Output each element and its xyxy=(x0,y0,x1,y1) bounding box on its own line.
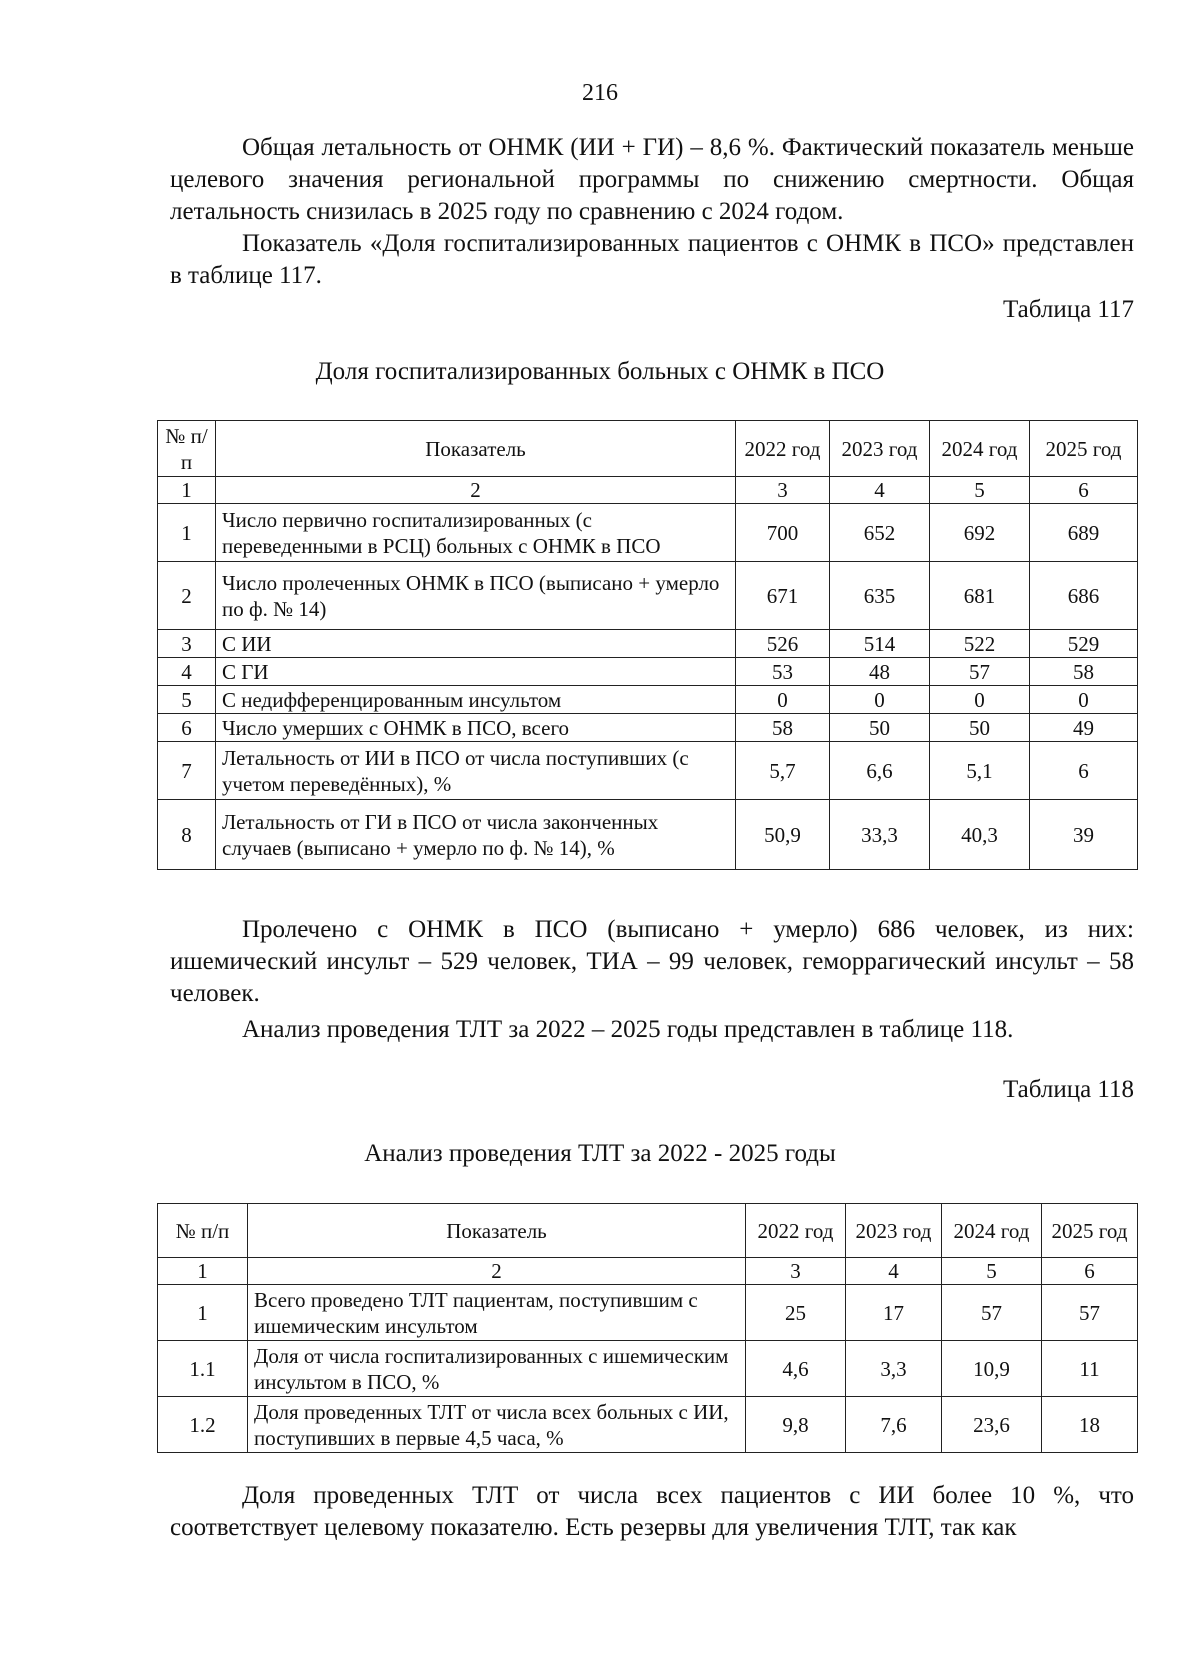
row-indicator: Доля от числа госпитализированных с ишемическим инсультом в ПСО, % xyxy=(248,1341,746,1397)
table118-title: Анализ проведения ТЛТ за 2022 - 2025 годы xyxy=(364,1140,836,1167)
header-year: 2025 год xyxy=(1042,1204,1138,1258)
column-number: 2 xyxy=(216,477,736,504)
row-value: 33,3 xyxy=(830,800,930,870)
row-value: 686 xyxy=(1030,562,1138,630)
row-num: 5 xyxy=(158,686,216,714)
row-value: 49 xyxy=(1030,714,1138,742)
row-indicator: Всего проведено ТЛТ пациентам, поступившим с ишемическим инсультом xyxy=(248,1285,746,1341)
row-value: 25 xyxy=(746,1285,846,1341)
row-value: 50 xyxy=(930,714,1030,742)
row-num: 3 xyxy=(158,630,216,658)
header-year: 2023 год xyxy=(830,421,930,477)
row-num: 4 xyxy=(158,658,216,686)
row-value: 58 xyxy=(1030,658,1138,686)
row-num: 1 xyxy=(158,1285,248,1341)
paragraph-tlt-conclusion: Доля проведенных ТЛТ от числа всех пациентов с ИИ более 10 %, что соответствует целевому показателю. Есть резервы для увеличения ТЛТ, так как xyxy=(170,1482,1134,1541)
row-value: 7,6 xyxy=(846,1397,942,1453)
paragraph-mortality: Общая летальность от ОНМК (ИИ + ГИ) – 8,6 %. Фактический показатель меньше целевого значения региональной программы по снижению смертности. Общая летальность снизилась в 2025 году по сравнению с 2024 годом. xyxy=(170,134,1134,225)
column-number: 3 xyxy=(736,477,830,504)
row-value: 5,1 xyxy=(930,742,1030,800)
row-value: 0 xyxy=(736,686,830,714)
header-year: 2024 год xyxy=(942,1204,1042,1258)
column-number: 3 xyxy=(746,1258,846,1285)
row-value: 700 xyxy=(736,504,830,562)
table-row xyxy=(158,742,1138,800)
table-column-numbers-row xyxy=(158,477,1138,504)
row-indicator: С ГИ xyxy=(216,658,736,686)
row-value: 53 xyxy=(736,658,830,686)
row-indicator: Число пролеченных ОНМК в ПСО (выписано + умерло по ф. № 14) xyxy=(216,562,736,630)
row-num: 1.1 xyxy=(158,1341,248,1397)
header-indicator: Показатель xyxy=(248,1204,746,1258)
table117-title: Доля госпитализированных больных с ОНМК в ПСО xyxy=(315,358,885,385)
column-number: 5 xyxy=(930,477,1030,504)
row-value: 58 xyxy=(736,714,830,742)
header-year: 2024 год xyxy=(930,421,1030,477)
table-row xyxy=(158,714,1138,742)
row-value: 50 xyxy=(830,714,930,742)
header-year: 2022 год xyxy=(736,421,830,477)
column-number: 1 xyxy=(158,1258,248,1285)
header-year: 2022 год xyxy=(746,1204,846,1258)
table-117 xyxy=(157,420,1138,870)
table117-label: Таблица 117 xyxy=(1003,296,1134,323)
header-num: № п/п xyxy=(158,1204,248,1258)
paragraph-table117-intro: Показатель «Доля госпитализированных пациентов с ОНМК в ПСО» представлен в таблице 117. xyxy=(170,230,1134,289)
table118-label: Таблица 118 xyxy=(1003,1076,1134,1103)
row-num: 1 xyxy=(158,504,216,562)
header-year: 2023 год xyxy=(846,1204,942,1258)
row-value: 10,9 xyxy=(942,1341,1042,1397)
column-number: 4 xyxy=(846,1258,942,1285)
row-num: 8 xyxy=(158,800,216,870)
row-num: 7 xyxy=(158,742,216,800)
paragraph-table118-intro: Анализ проведения ТЛТ за 2022 – 2025 годы представлен в таблице 118. xyxy=(242,1016,1014,1043)
table-row xyxy=(158,686,1138,714)
row-value: 522 xyxy=(930,630,1030,658)
row-value: 17 xyxy=(846,1285,942,1341)
row-value: 526 xyxy=(736,630,830,658)
row-value: 4,6 xyxy=(746,1341,846,1397)
row-value: 3,3 xyxy=(846,1341,942,1397)
table-row xyxy=(158,1285,1138,1341)
table-row xyxy=(158,658,1138,686)
row-value: 6,6 xyxy=(830,742,930,800)
column-number: 1 xyxy=(158,477,216,504)
table-118 xyxy=(157,1203,1138,1453)
table-row xyxy=(158,630,1138,658)
row-value: 0 xyxy=(930,686,1030,714)
header-num: № п/п xyxy=(158,421,216,477)
row-value: 11 xyxy=(1042,1341,1138,1397)
row-value: 652 xyxy=(830,504,930,562)
table-row xyxy=(158,1341,1138,1397)
row-indicator: Летальность от ГИ в ПСО от числа законченных случаев (выписано + умерло по ф. № 14), % xyxy=(216,800,736,870)
row-value: 40,3 xyxy=(930,800,1030,870)
row-value: 9,8 xyxy=(746,1397,846,1453)
row-value: 671 xyxy=(736,562,830,630)
column-number: 5 xyxy=(942,1258,1042,1285)
row-indicator: С недифференцированным инсультом xyxy=(216,686,736,714)
row-value: 692 xyxy=(930,504,1030,562)
row-value: 50,9 xyxy=(736,800,830,870)
row-indicator: Летальность от ИИ в ПСО от числа поступивших (с учетом переведённых), % xyxy=(216,742,736,800)
column-number: 6 xyxy=(1030,477,1138,504)
table-row xyxy=(158,504,1138,562)
row-value: 39 xyxy=(1030,800,1138,870)
column-number: 4 xyxy=(830,477,930,504)
row-value: 689 xyxy=(1030,504,1138,562)
row-num: 2 xyxy=(158,562,216,630)
column-number: 6 xyxy=(1042,1258,1138,1285)
table-row xyxy=(158,1397,1138,1453)
column-number: 2 xyxy=(248,1258,746,1285)
header-year: 2025 год xyxy=(1030,421,1138,477)
page-number: 216 xyxy=(582,80,618,106)
row-value: 681 xyxy=(930,562,1030,630)
row-value: 0 xyxy=(830,686,930,714)
row-value: 0 xyxy=(1030,686,1138,714)
paragraph-treated-summary: Пролечено с ОНМК в ПСО (выписано + умерло) 686 человек, из них: ишемический инсульт – 529 человек, ТИА – 99 человек, геморрагический инсульт – 58 человек. xyxy=(170,916,1134,1007)
row-value: 57 xyxy=(1042,1285,1138,1341)
row-value: 6 xyxy=(1030,742,1138,800)
row-indicator: Число умерших с ОНМК в ПСО, всего xyxy=(216,714,736,742)
row-num: 6 xyxy=(158,714,216,742)
table-column-numbers-row xyxy=(158,1258,1138,1285)
row-num: 1.2 xyxy=(158,1397,248,1453)
table-header-row xyxy=(158,1204,1138,1258)
table-row xyxy=(158,800,1138,870)
row-value: 529 xyxy=(1030,630,1138,658)
row-value: 57 xyxy=(942,1285,1042,1341)
row-indicator: С ИИ xyxy=(216,630,736,658)
table-row xyxy=(158,562,1138,630)
row-value: 48 xyxy=(830,658,930,686)
row-indicator: Доля проведенных ТЛТ от числа всех больных с ИИ, поступивших в первые 4,5 часа, % xyxy=(248,1397,746,1453)
row-value: 635 xyxy=(830,562,930,630)
row-value: 514 xyxy=(830,630,930,658)
row-value: 57 xyxy=(930,658,1030,686)
row-value: 5,7 xyxy=(736,742,830,800)
row-value: 23,6 xyxy=(942,1397,1042,1453)
row-indicator: Число первично госпитализированных (с переведенными в РСЦ) больных с ОНМК в ПСО xyxy=(216,504,736,562)
header-indicator: Показатель xyxy=(216,421,736,477)
row-value: 18 xyxy=(1042,1397,1138,1453)
table-header-row xyxy=(158,421,1138,477)
